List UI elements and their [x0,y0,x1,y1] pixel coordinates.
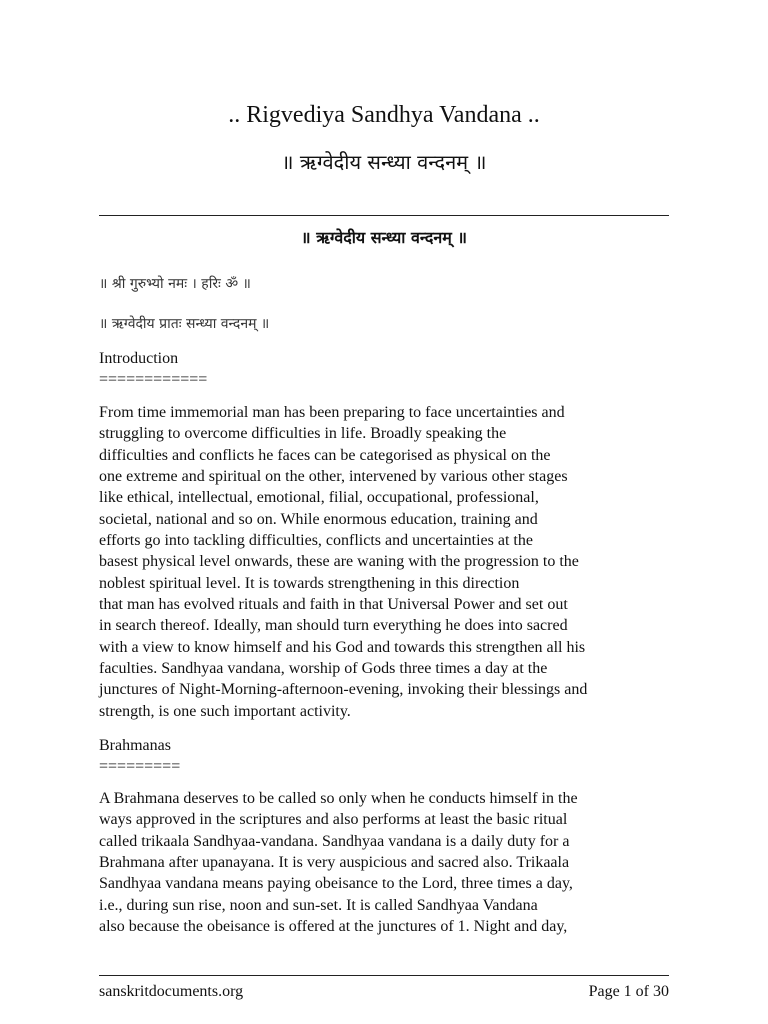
paragraph-line: From time immemorial man has been preparing to face uncertainties and [99,404,565,421]
paragraph-line: in search thereof. Ideally, man should turn everything he does into sacred [99,617,568,635]
section-heading: ॥ ऋग्वेदीय सन्ध्या वन्दनम् ॥ [301,228,467,247]
footer-page-number: Page 1 of 30 [588,983,669,1000]
paragraph-line: strength, is one such important activity. [99,702,351,720]
introduction-paragraph [99,402,674,722]
brahmanas-heading-underline: ========= [99,758,181,775]
top-divider [99,215,669,216]
paragraph-line: called trikaala Sandhyaa-vandana. Sandhyaa vandana is a daily duty for a [99,832,570,850]
brahmanas-heading-text: Brahmanas [99,737,171,754]
paragraph-line: junctures of Night-Morning-afternoon-evening, invoking their blessings and [99,681,588,699]
introduction-heading [99,348,674,390]
invocation-line-1: ॥ श्री गुरुभ्यो नमः । हरिः ॐ ॥ [99,276,251,292]
footer-divider [99,975,669,976]
paragraph-line: Sandhyaa vandana means paying obeisance to the Lord, three times a day, [99,875,573,893]
paragraph-line: with a view to know himself and his God and towards this strengthen all his [99,638,586,656]
paragraph-line: one extreme and spiritual on the other, intervened by various other stages [99,468,568,486]
paragraph-line: ways approved in the scriptures and also performs at least the basic ritual [99,811,568,829]
introduction-heading-text: Introduction [99,350,179,367]
brahmanas-paragraph [99,788,674,937]
paragraph-line: faculties. Sandhyaa vandana, worship of Gods three times a day at the [99,660,548,678]
paragraph-line: efforts go into tackling difficulties, conflicts and uncertainties at the [99,532,533,550]
paragraph-line: like ethical, intellectual, emotional, filial, occupational, professional, [99,489,539,507]
paragraph-line: struggling to overcome difficulties in life. Broadly speaking the [99,425,507,443]
paragraph-line: i.e., during sun rise, noon and sun-set. It is called Sandhyaa Vandana [99,896,538,914]
paragraph-line: difficulties and conflicts he faces can be categorised as physical on the [99,446,551,464]
page-title: .. Rigvediya Sandhya Vandana .. [228,102,540,128]
paragraph-line: basest physical level onwards, these are waning with the progression to the [99,553,579,571]
page-subtitle: ॥ ऋग्वेदीय सन्ध्या वन्दनम् ॥ [281,150,487,174]
paragraph-line: A Brahmana deserves to be called so only when he conducts himself in the [99,790,578,807]
paragraph-line: Brahmana after upanayana. It is very auspicious and sacred also. Trikaala [99,854,570,872]
paragraph-line: that man has evolved rituals and faith in that Universal Power and set out [99,596,568,614]
paragraph-line: societal, national and so on. While enormous education, training and [99,510,538,528]
paragraph-line: also because the obeisance is offered at the junctures of 1. Night and day, [99,918,568,936]
introduction-heading-underline: ============ [99,371,208,388]
brahmanas-heading [99,735,674,777]
footer-source-link[interactable]: sanskritdocuments.org [99,983,244,1000]
invocation-line-2: ॥ ऋग्वेदीय प्रातः सन्ध्या वन्दनम् ॥ [99,316,270,332]
paragraph-line: noblest spiritual level. It is towards strengthening in this direction [99,574,520,592]
